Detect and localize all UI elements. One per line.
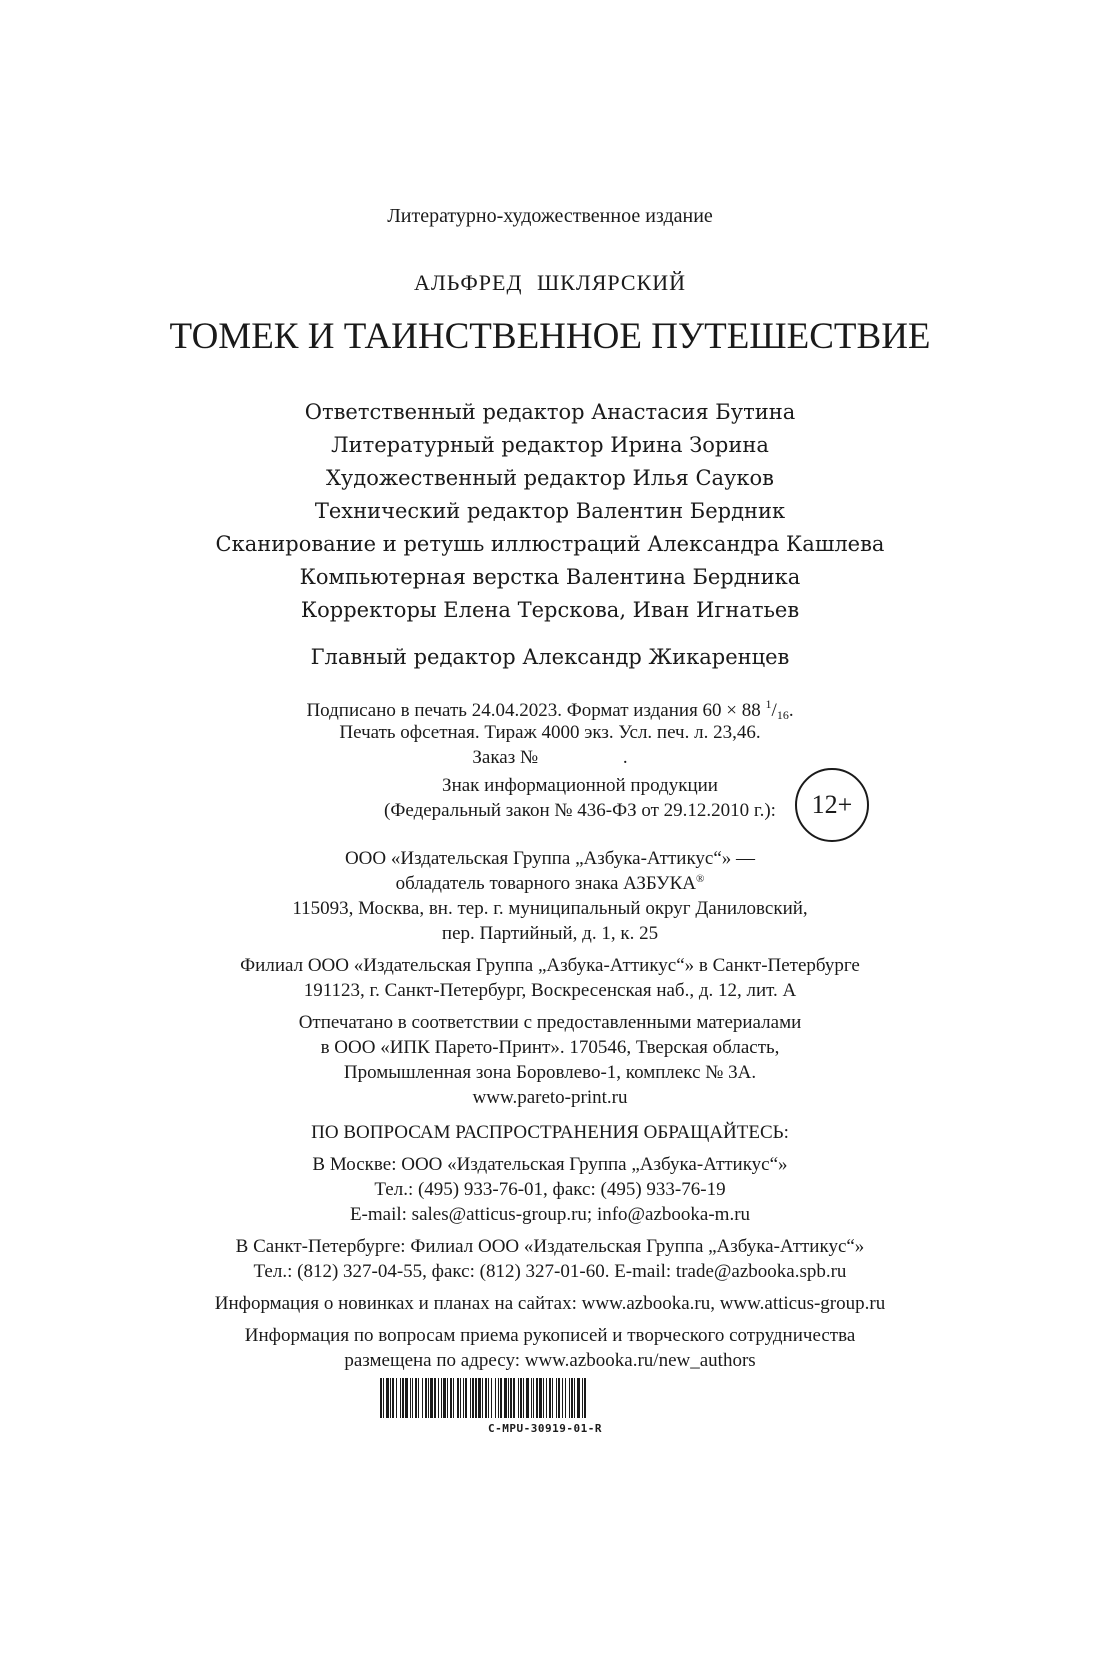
barcode-bar [402,1378,404,1418]
barcode-bar [428,1378,429,1418]
barcode-bar [549,1378,551,1418]
distribution-spb-1: В Санкт-Петербурге: Филиал ООО «Издательская Группа „Азбука-Аттикус“» [235,1236,865,1257]
barcode-bar [425,1378,427,1418]
barcode-bar [472,1378,474,1418]
info-manuscripts-1: Информация по вопросам приема рукописей и творческого сотрудничества [244,1325,856,1346]
barcode-bar [453,1378,454,1418]
barcode-bar [482,1378,483,1418]
signed-suffix: . [788,700,794,721]
barcode-bar [405,1378,408,1418]
barcode-bar [488,1378,489,1418]
barcode-bar [558,1378,560,1418]
barcode-bar [543,1378,544,1418]
distribution-moscow-1: В Москве: ООО «Издательская Группа „Азбука-Аттикус“» [312,1154,788,1175]
info-manuscripts-2: размещена по адресу: www.azbooka.ru/new_authors [344,1350,756,1371]
printer-line-2: в ООО «ИПК Парето-Принт». 170546, Тверская область, [320,1037,780,1058]
barcode-bar [536,1378,538,1418]
barcode-bar [562,1378,563,1418]
publisher-line-2 [0,873,1100,895]
publisher-address-2: пер. Партийный, д. 1, к. 25 [441,923,659,944]
credit-line: Сканирование и ретушь иллюстраций Александра Кашлева [215,532,885,556]
barcode-bar [422,1378,423,1418]
barcode-bar [396,1378,397,1418]
barcode-bar [533,1378,534,1418]
branch-line-2: 191123, г. Санкт-Петербург, Воскресенская наб., д. 12, лит. А [303,980,797,1001]
barcode-bar [392,1378,394,1418]
barcode-bar [518,1378,519,1418]
printer-site: www.pareto-print.ru [472,1087,628,1108]
barcode-bar [390,1378,391,1418]
credit-line: Компьютерная верстка Валентина Бердника [299,565,801,589]
signed-to-print: Подписано в печать 24.04.2023. Формат издания 60 × 88 $^1/_{16}$. [306,697,794,722]
barcode-bar [400,1378,401,1418]
print-run: Печать офсетная. Тираж 4000 экз. Усл. печ. л. 23,46. [339,722,761,743]
age-rating-value: 12+ [811,790,853,819]
barcode-bar [438,1378,439,1418]
barcode-bar [412,1378,413,1418]
rating-label: Знак информационной продукции [442,775,718,796]
order-suffix: . [622,747,628,768]
barcode-bar [495,1378,496,1418]
barcode-bar [443,1378,446,1418]
printer-line-3: Промышленная зона Боровлево-1, комплекс № 3А. [343,1062,757,1083]
barcode-bar [500,1378,502,1418]
order-label: Заказ № [472,747,539,768]
barcode-code: C-MPU-30919-01-R [488,1422,602,1435]
barcode-bar [485,1378,487,1418]
author-name: АЛЬФРЕД ШКЛЯРСКИЙ [413,270,687,295]
age-rating-badge [795,768,869,842]
barcode-bar [386,1378,389,1418]
barcode-bar [571,1378,573,1418]
barcode-bar [491,1378,492,1418]
publisher-address-1: 115093, Москва, вн. тер. г. муниципальный округ Даниловский, [292,898,808,919]
publisher-line-1: ООО «Издательская Группа „Азбука-Аттикус“» — [344,848,756,869]
barcode-bar [523,1378,524,1418]
credit-line: Художественный редактор Илья Сауков [325,466,774,490]
distribution-spb-2: Тел.: (812) 327-04-55, факс: (812) 327-01-60. E-mail: trade@azbooka.spb.ru [253,1261,847,1282]
credits-list [0,396,1100,627]
barcode-bar [450,1378,452,1418]
registered-mark: ® [696,873,705,885]
chief-editor: Главный редактор Александр Жикаренцев [310,645,790,669]
barcode-bar [574,1378,575,1418]
barcode-bar [556,1378,557,1418]
age-rating-notice [310,773,850,823]
format-numerator: 1 [765,697,772,711]
barcode-bar [463,1378,464,1418]
barcode-bar [465,1378,467,1418]
branch-line-1: Филиал ООО «Издательская Группа „Азбука-Аттикус“» в Санкт-Петербурге [240,955,860,976]
printer-line-1: Отпечатано в соответствии с предоставленными материалами [298,1012,802,1033]
barcode-bar [498,1378,499,1418]
barcode-bar [565,1378,566,1418]
barcode-bar [569,1378,570,1418]
barcode-bar [475,1378,477,1418]
barcode-bar [415,1378,417,1418]
barcode-bar [520,1378,522,1418]
credit-line: Технический редактор Валентин Бердник [314,499,786,523]
barcode-bar [584,1378,586,1418]
distribution-moscow-2: Тел.: (495) 933-76-01, факс: (495) 933-76-19 [374,1179,726,1200]
barcode-bar [434,1378,436,1418]
credit-line: Литературный редактор Ирина Зорина [331,433,769,457]
barcode-bar [418,1378,419,1418]
credit-line: Корректоры Елена Терскова, Иван Игнатьев [300,598,800,622]
barcode-bar [577,1378,580,1418]
format-denominator: 16 [776,708,789,722]
barcode-bar [470,1378,471,1418]
credit-line: Ответственный редактор Анастасия Бутина [304,400,796,424]
barcode-bar [504,1378,507,1418]
barcode-bar [508,1378,509,1418]
barcode-bar [539,1378,542,1418]
edition-type: Литературно-художественное издание [387,205,713,227]
distribution-heading: ПО ВОПРОСАМ РАСПРОСТРАНЕНИЯ ОБРАЩАЙТЕСЬ: [311,1122,789,1143]
barcode-bar [478,1378,481,1418]
barcode-bar [513,1378,515,1418]
barcode-bar [546,1378,547,1418]
barcode-bar [441,1378,442,1418]
barcode-bar [380,1378,382,1418]
barcode-bar [383,1378,384,1418]
barcode-bar [552,1378,553,1418]
signed-prefix: Подписано в печать 24.04.2023. Формат издания 60 × 88 [306,700,766,721]
barcode-bar [531,1378,532,1418]
distribution-moscow-3: E-mail: sales@atticus-group.ru; info@azbooka-m.ru [349,1204,751,1225]
barcode [380,1378,710,1418]
barcode-bar [460,1378,461,1418]
barcode-bar [410,1378,411,1418]
book-title: ТОМЕК И ТАИНСТВЕННОЕ ПУТЕШЕСТВИЕ [169,316,931,357]
barcode-bar [447,1378,448,1418]
barcode-bar [582,1378,583,1418]
order-number [0,747,1100,769]
barcode-bar [526,1378,529,1418]
info-news: Информация о новинках и планах на сайтах: www.azbooka.ru, www.atticus-group.ru [214,1293,886,1314]
barcode-bar [430,1378,433,1418]
trademark-text: обладатель товарного знака АЗБУКА [395,873,697,894]
rating-law: (Федеральный закон № 436-ФЗ от 29.12.2010 г.): [384,800,776,821]
barcode-bar [510,1378,512,1418]
barcode-bar [457,1378,459,1418]
